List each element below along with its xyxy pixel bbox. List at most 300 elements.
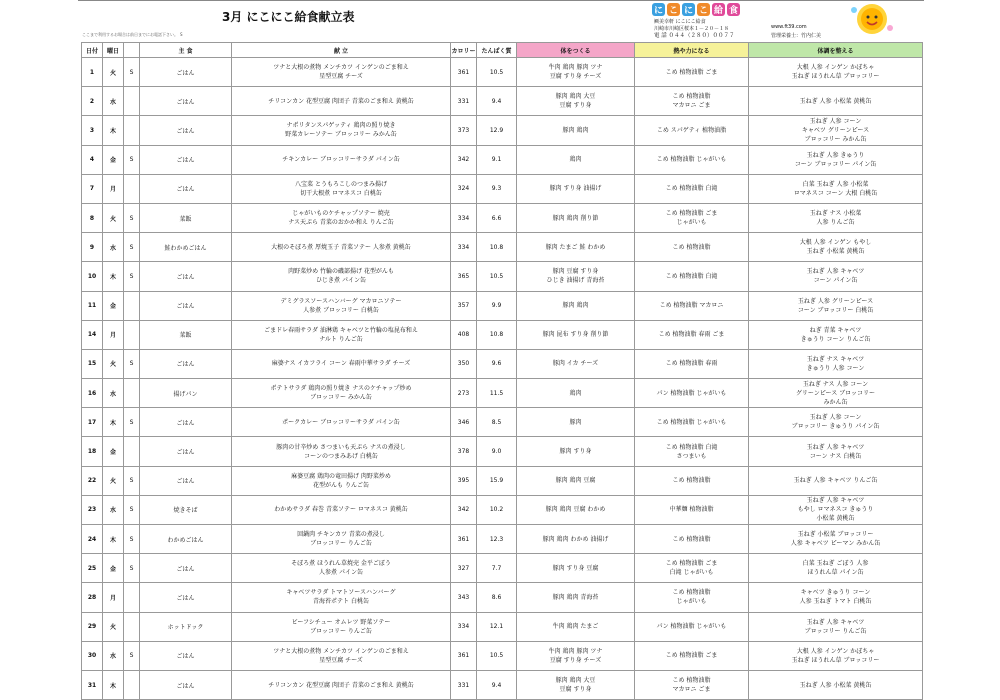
conditioning-cell-line: 大根 人参 インゲン もやし bbox=[799, 239, 872, 247]
body-building-cell-line: 豚肉 鶏肉 豆腐 わかめ bbox=[545, 506, 606, 514]
energy-cell-line: こめ 植物油脂 bbox=[672, 677, 711, 685]
weekday-cell: 木 bbox=[103, 116, 124, 145]
body-building-cell-line: 豚肉 鶏肉 わかめ 油揚げ bbox=[542, 535, 609, 543]
body-building-cell-line: 鶏肉 bbox=[569, 156, 582, 164]
energy-cell bbox=[635, 87, 749, 116]
body-building-cell bbox=[517, 408, 635, 437]
weekday-cell: 月 bbox=[103, 583, 124, 612]
conditioning-cell-line: コーン ブロッコリー 白桃缶 bbox=[797, 306, 874, 314]
s-flag-cell: S bbox=[124, 145, 140, 174]
table-row bbox=[82, 87, 923, 116]
energy-cell-line: パン 植物油脂 じゃがいも bbox=[656, 623, 727, 631]
conditioning-cell-line: 大根 人参 インゲン かぼちゃ bbox=[796, 64, 875, 72]
conditioning-cell-line: 玉ねぎ 小松菜 黄桃缶 bbox=[806, 248, 865, 256]
body-building-cell bbox=[517, 87, 635, 116]
calorie-cell: 343 bbox=[451, 583, 477, 612]
staple-cell: ごはん bbox=[140, 174, 232, 203]
staple-cell: ごはん bbox=[140, 437, 232, 466]
table-row bbox=[82, 58, 923, 87]
menu-cell-line: 青海苔ポテト 白桃缶 bbox=[313, 598, 369, 606]
conditioning-cell-line: 玉ねぎ 人参 キャベツ bbox=[806, 443, 865, 451]
website-link[interactable]: www.ft39.com bbox=[771, 24, 807, 30]
top-border bbox=[78, 0, 924, 1]
s-flag-cell: S bbox=[124, 408, 140, 437]
s-flag-cell bbox=[124, 437, 140, 466]
menu-cell bbox=[232, 116, 451, 145]
menu-cell-line: 星型豆腐 チーズ bbox=[319, 656, 363, 664]
day-cell: 11 bbox=[82, 291, 103, 320]
table-row bbox=[82, 145, 923, 174]
protein-cell: 10.5 bbox=[477, 262, 517, 291]
conditioning-cell-line: 玉ねぎ ナス 小松菜 bbox=[809, 210, 862, 218]
body-building-cell-line: 豚肉 鶏肉 削り節 bbox=[552, 214, 599, 222]
energy-cell-line: じゃがいも bbox=[676, 598, 707, 606]
s-flag-cell bbox=[124, 670, 140, 699]
col-calorie: カロリー bbox=[451, 43, 477, 58]
menu-cell-line: 人参煮 パイン缶 bbox=[319, 569, 363, 577]
calorie-cell: 408 bbox=[451, 320, 477, 349]
body-building-cell bbox=[517, 554, 635, 583]
weekday-cell: 金 bbox=[103, 291, 124, 320]
energy-cell-line: こめ 植物油脂 ごま bbox=[665, 210, 718, 218]
conditioning-cell-line: 人参 キャベツ ピーマン みかん缶 bbox=[790, 540, 881, 548]
energy-cell-line: こめ 植物油脂 白滝 bbox=[665, 185, 718, 193]
day-cell: 23 bbox=[82, 495, 103, 524]
body-building-cell-line: 豚肉 鶏肉 青海苔 bbox=[552, 593, 599, 601]
energy-cell bbox=[635, 262, 749, 291]
day-cell: 28 bbox=[82, 583, 103, 612]
conditioning-cell bbox=[749, 145, 923, 174]
s-flag-cell: S bbox=[124, 349, 140, 378]
menu-cell bbox=[232, 437, 451, 466]
conditioning-cell bbox=[749, 525, 923, 554]
menu-cell bbox=[232, 87, 451, 116]
staple-cell: 菜飯 bbox=[140, 203, 232, 232]
conditioning-cell bbox=[749, 670, 923, 699]
body-building-cell bbox=[517, 495, 635, 524]
table-row bbox=[82, 612, 923, 641]
staple-cell: 揚げパン bbox=[140, 379, 232, 408]
calorie-cell: 342 bbox=[451, 495, 477, 524]
menu-cell-line: デミグラスソースハンバーグ マカロニソテー bbox=[280, 297, 402, 305]
menu-cell-line: ナポリタンスパゲッティ 鶏肉の照り焼き bbox=[286, 122, 396, 130]
calorie-cell: 334 bbox=[451, 612, 477, 641]
weekday-cell: 火 bbox=[103, 58, 124, 87]
menu-cell-line: ポークカレー ブロッコリーサラダ パイン缶 bbox=[282, 418, 400, 426]
brand-badge: こ bbox=[697, 3, 710, 16]
body-building-cell-line: 豆腐 すり身 bbox=[559, 686, 592, 694]
protein-cell: 6.6 bbox=[477, 203, 517, 232]
calorie-cell: 331 bbox=[451, 87, 477, 116]
weekday-cell: 木 bbox=[103, 262, 124, 291]
protein-cell: 10.2 bbox=[477, 495, 517, 524]
menu-cell-line: ナス天ぷら 青菜のおかか和え りんご缶 bbox=[288, 219, 394, 227]
energy-cell bbox=[635, 349, 749, 378]
menu-cell-line: ナルト りんご缶 bbox=[319, 335, 363, 343]
body-building-cell bbox=[517, 174, 635, 203]
conditioning-cell bbox=[749, 87, 923, 116]
body-building-cell-line: 豚肉 鶏肉 大豆 bbox=[555, 677, 596, 685]
table-row bbox=[82, 262, 923, 291]
table-row bbox=[82, 641, 923, 670]
menu-cell bbox=[232, 233, 451, 262]
s-flag-cell: S bbox=[124, 262, 140, 291]
conditioning-cell bbox=[749, 291, 923, 320]
protein-cell: 15.9 bbox=[477, 466, 517, 495]
conditioning-cell-line: 人参 りんご缶 bbox=[816, 219, 855, 227]
day-cell: 17 bbox=[82, 408, 103, 437]
conditioning-cell-line: 玉ねぎ 人参 キャベツ bbox=[806, 497, 865, 505]
menu-cell-line: ツナと大根の煮物 メンチカツ インゲンのごま和え bbox=[273, 64, 409, 72]
staple-cell: ごはん bbox=[140, 145, 232, 174]
conditioning-cell-line: みかん缶 bbox=[823, 398, 848, 406]
conditioning-cell-line: グリーンピース ブロッコリー bbox=[795, 389, 876, 397]
energy-cell-line: こめ 植物油脂 春雨 ごま bbox=[658, 331, 725, 339]
menu-cell-line: ブロッコリー りんご缶 bbox=[310, 627, 372, 635]
energy-cell-line: パン 植物油脂 じゃがいも bbox=[656, 389, 727, 397]
menu-cell bbox=[232, 379, 451, 408]
weekday-cell: 水 bbox=[103, 641, 124, 670]
body-building-cell bbox=[517, 320, 635, 349]
col-blank bbox=[124, 43, 140, 58]
conditioning-cell bbox=[749, 408, 923, 437]
company-name: ㈱美幸軒 にこにこ給食 bbox=[654, 19, 706, 25]
energy-cell bbox=[635, 495, 749, 524]
energy-cell bbox=[635, 437, 749, 466]
body-building-cell bbox=[517, 291, 635, 320]
menu-cell-line: ツナと大根の煮物 メンチカツ インゲンのごま和え bbox=[273, 647, 409, 655]
energy-cell-line: 中華麺 植物油脂 bbox=[669, 506, 714, 514]
conditioning-cell bbox=[749, 320, 923, 349]
conditioning-cell-line: 白菜 玉ねぎ ごぼう 人参 bbox=[802, 560, 869, 568]
staple-cell: ごはん bbox=[140, 116, 232, 145]
menu-cell-line: 野菜カレーソテー ブロッコリー みかん缶 bbox=[285, 131, 397, 139]
energy-cell bbox=[635, 525, 749, 554]
energy-cell bbox=[635, 466, 749, 495]
conditioning-cell-line: ほうれん草 パイン缶 bbox=[807, 569, 864, 577]
table-row bbox=[82, 466, 923, 495]
menu-table bbox=[81, 42, 923, 700]
weekday-cell: 水 bbox=[103, 87, 124, 116]
calorie-cell: 395 bbox=[451, 466, 477, 495]
staple-cell: ごはん bbox=[140, 291, 232, 320]
body-building-cell-line: 豚肉 すり身 豆腐 bbox=[552, 564, 599, 572]
conditioning-cell-line: ブロッコリー きゅうり パイン缶 bbox=[791, 423, 880, 431]
energy-cell bbox=[635, 612, 749, 641]
calorie-cell: 361 bbox=[451, 58, 477, 87]
conditioning-cell-line: 玉ねぎ 人参 グリーンピース bbox=[797, 297, 874, 305]
menu-cell-line: ブロッコリー みかん缶 bbox=[310, 394, 372, 402]
body-building-cell-line: 豆腐 すり身 チーズ bbox=[549, 73, 602, 81]
menu-cell-line: 回鍋肉 チキンカツ 青菜の煮浸し bbox=[297, 531, 385, 539]
body-building-cell-line: 鶏肉 bbox=[569, 389, 582, 397]
company-phone: 電 話 ０４４（２８０）００７７ bbox=[654, 33, 735, 39]
protein-cell: 9.1 bbox=[477, 145, 517, 174]
day-cell: 3 bbox=[82, 116, 103, 145]
conditioning-cell-line: ロマネスコ コーン 大根 白桃缶 bbox=[793, 189, 878, 197]
weekday-cell: 木 bbox=[103, 525, 124, 554]
conditioning-cell-line: 玉ねぎ 人参 きゅうり bbox=[806, 151, 865, 159]
energy-cell bbox=[635, 233, 749, 262]
conditioning-cell-line: きゅうり コーン りんご缶 bbox=[800, 335, 871, 343]
energy-cell bbox=[635, 554, 749, 583]
day-cell: 18 bbox=[82, 437, 103, 466]
body-building-cell bbox=[517, 203, 635, 232]
conditioning-cell-line: ねぎ 青菜 キャベツ bbox=[809, 326, 862, 334]
s-flag-cell: S bbox=[124, 641, 140, 670]
conditioning-cell-line: 玉ねぎ ほうれん草 ブロッコリー bbox=[791, 656, 880, 664]
day-cell: 14 bbox=[82, 320, 103, 349]
energy-cell-line: こめ 植物油脂 白滝 bbox=[665, 443, 718, 451]
conditioning-cell bbox=[749, 233, 923, 262]
energy-cell-line: こめ 植物油脂 bbox=[672, 589, 711, 597]
menu-cell bbox=[232, 612, 451, 641]
body-building-cell bbox=[517, 641, 635, 670]
col-day: 日付 bbox=[82, 43, 103, 58]
brand-badge: に bbox=[682, 3, 695, 16]
calorie-cell: 273 bbox=[451, 379, 477, 408]
body-building-cell-line: 豚肉 鶏肉 大豆 bbox=[555, 93, 596, 101]
protein-cell: 12.1 bbox=[477, 612, 517, 641]
protein-cell: 10.5 bbox=[477, 641, 517, 670]
conditioning-cell bbox=[749, 612, 923, 641]
brand-badge: 食 bbox=[727, 3, 740, 16]
menu-cell-line: そぼろ煮 ほうれん草焼売 金平ごぼう bbox=[291, 560, 391, 568]
day-cell: 22 bbox=[82, 466, 103, 495]
table-row bbox=[82, 525, 923, 554]
staple-cell: ごはん bbox=[140, 262, 232, 291]
col-menu: 献 立 bbox=[232, 43, 451, 58]
protein-cell: 7.7 bbox=[477, 554, 517, 583]
day-cell: 9 bbox=[82, 233, 103, 262]
conditioning-cell-line: 玉ねぎ 小松菜 ブロッコリー bbox=[797, 531, 874, 539]
menu-cell bbox=[232, 554, 451, 583]
body-building-cell-line: 豚肉 すり身 油揚げ bbox=[549, 185, 602, 193]
protein-cell: 9.6 bbox=[477, 349, 517, 378]
table-row bbox=[82, 203, 923, 232]
body-building-cell bbox=[517, 437, 635, 466]
body-building-cell-line: 豚肉 昆布 すり身 削り節 bbox=[542, 331, 609, 339]
conditioning-cell-line: 玉ねぎ 人参 小松菜 黄桃缶 bbox=[799, 97, 872, 105]
energy-cell bbox=[635, 320, 749, 349]
s-flag-cell bbox=[124, 379, 140, 408]
energy-cell-line: こめ スパゲティ 植物油脂 bbox=[656, 126, 727, 134]
body-building-cell-line: 豚肉 イカ チーズ bbox=[552, 360, 599, 368]
day-cell: 7 bbox=[82, 174, 103, 203]
protein-cell: 12.3 bbox=[477, 525, 517, 554]
protein-cell: 9.4 bbox=[477, 87, 517, 116]
order-note: ここまで利用するお場合は前日までにお電話下さい。 bbox=[82, 32, 178, 37]
staple-cell: ごはん bbox=[140, 466, 232, 495]
weekday-cell: 火 bbox=[103, 612, 124, 641]
body-building-cell bbox=[517, 116, 635, 145]
staple-cell: ごはん bbox=[140, 641, 232, 670]
s-flag-cell: S bbox=[124, 525, 140, 554]
body-building-cell bbox=[517, 349, 635, 378]
energy-cell bbox=[635, 291, 749, 320]
staple-cell: ごはん bbox=[140, 583, 232, 612]
conditioning-cell-line: 白菜 玉ねぎ 人参 小松菜 bbox=[802, 180, 869, 188]
energy-cell-line: こめ 植物油脂 春雨 bbox=[665, 360, 718, 368]
table-row bbox=[82, 116, 923, 145]
conditioning-cell bbox=[749, 58, 923, 87]
conditioning-cell bbox=[749, 583, 923, 612]
table-row bbox=[82, 670, 923, 699]
menu-cell-line: 豚肉の甘辛炒め さつまいも天ぷら ナスの煮浸し bbox=[276, 443, 406, 451]
table-row bbox=[82, 320, 923, 349]
body-building-cell bbox=[517, 466, 635, 495]
protein-cell: 8.5 bbox=[477, 408, 517, 437]
menu-cell-line: ポテトサラダ 鶏肉の照り焼き ナスのケチャップ炒め bbox=[270, 385, 412, 393]
weekday-cell: 火 bbox=[103, 466, 124, 495]
menu-cell bbox=[232, 320, 451, 349]
body-building-cell bbox=[517, 379, 635, 408]
protein-cell: 9.4 bbox=[477, 670, 517, 699]
dietitian-name: 管理栄養士：竹内仁美 bbox=[771, 33, 822, 39]
body-building-cell-line: 牛肉 鶏肉 豚肉 ツナ bbox=[548, 647, 603, 655]
order-note-s: S bbox=[180, 32, 183, 37]
energy-cell bbox=[635, 174, 749, 203]
body-building-cell bbox=[517, 58, 635, 87]
energy-cell-line: じゃがいも bbox=[676, 219, 707, 227]
body-building-cell-line: 豚肉 すり身 bbox=[559, 448, 592, 456]
menu-cell-line: 星型豆腐 チーズ bbox=[319, 73, 363, 81]
menu-cell-line: 肉野菜炒め 竹輪の磯部揚げ 花型がんも bbox=[288, 268, 394, 276]
energy-cell-line: マカロニ ごま bbox=[672, 102, 711, 110]
menu-cell bbox=[232, 670, 451, 699]
menu-table-body bbox=[82, 58, 923, 700]
staple-cell: 鮭わかめごはん bbox=[140, 233, 232, 262]
menu-cell-line: コーンのつまみあげ 白桃缶 bbox=[304, 452, 378, 460]
calorie-cell: 342 bbox=[451, 145, 477, 174]
table-row bbox=[82, 174, 923, 203]
energy-cell-line: こめ 植物油脂 ごま bbox=[665, 68, 718, 76]
s-flag-cell bbox=[124, 612, 140, 641]
protein-cell: 10.8 bbox=[477, 320, 517, 349]
conditioning-cell-line: 玉ねぎ 人参 小松菜 黄桃缶 bbox=[799, 681, 872, 689]
calorie-cell: 357 bbox=[451, 291, 477, 320]
menu-cell bbox=[232, 58, 451, 87]
conditioning-cell-line: 人参 玉ねぎ トマト 白桃缶 bbox=[799, 598, 872, 606]
weekday-cell: 金 bbox=[103, 145, 124, 174]
day-cell: 4 bbox=[82, 145, 103, 174]
protein-cell: 9.0 bbox=[477, 437, 517, 466]
staple-cell: ごはん bbox=[140, 408, 232, 437]
day-cell: 29 bbox=[82, 612, 103, 641]
staple-cell: ごはん bbox=[140, 349, 232, 378]
conditioning-cell-line: きゅうり 人参 コーン bbox=[806, 364, 865, 372]
body-building-cell-line: 豚肉 bbox=[569, 418, 582, 426]
menu-cell-line: 人参煮 ブロッコリー 白桃缶 bbox=[303, 306, 379, 314]
col-staple: 主 食 bbox=[140, 43, 232, 58]
energy-cell-line: マカロニ ごま bbox=[672, 686, 711, 694]
day-cell: 10 bbox=[82, 262, 103, 291]
menu-cell-line: わかめサラダ 春巻 青菜ソテー ロマネスコ 黄桃缶 bbox=[274, 506, 408, 514]
col-protein: たんぱく質 bbox=[477, 43, 517, 58]
body-building-cell-line: 豆腐 すり身 bbox=[559, 102, 592, 110]
weekday-cell: 火 bbox=[103, 349, 124, 378]
table-header-row bbox=[82, 43, 923, 58]
day-cell: 31 bbox=[82, 670, 103, 699]
staple-cell: ホットドック bbox=[140, 612, 232, 641]
energy-cell-line: こめ 植物油脂 ごま bbox=[665, 652, 718, 660]
day-cell: 2 bbox=[82, 87, 103, 116]
weekday-cell: 水 bbox=[103, 495, 124, 524]
brand-badge: こ bbox=[667, 3, 680, 16]
table-row bbox=[82, 495, 923, 524]
staple-cell: ごはん bbox=[140, 58, 232, 87]
conditioning-cell-line: ブロッコリー みかん缶 bbox=[804, 135, 867, 143]
day-cell: 1 bbox=[82, 58, 103, 87]
energy-cell bbox=[635, 379, 749, 408]
weekday-cell: 水 bbox=[103, 379, 124, 408]
menu-cell bbox=[232, 495, 451, 524]
s-flag-cell: S bbox=[124, 203, 140, 232]
protein-cell: 9.3 bbox=[477, 174, 517, 203]
day-cell: 16 bbox=[82, 379, 103, 408]
table-row bbox=[82, 349, 923, 378]
conditioning-cell-line: 玉ねぎ ナス キャベツ bbox=[806, 355, 865, 363]
staple-cell: わかめごはん bbox=[140, 525, 232, 554]
body-building-cell bbox=[517, 145, 635, 174]
protein-cell: 11.5 bbox=[477, 379, 517, 408]
energy-cell-line: こめ 植物油脂 ごま bbox=[665, 560, 718, 568]
calorie-cell: 361 bbox=[451, 525, 477, 554]
body-building-cell bbox=[517, 670, 635, 699]
energy-cell bbox=[635, 145, 749, 174]
calorie-cell: 361 bbox=[451, 641, 477, 670]
body-building-cell bbox=[517, 612, 635, 641]
weekday-cell: 金 bbox=[103, 437, 124, 466]
calorie-cell: 334 bbox=[451, 233, 477, 262]
s-flag-cell bbox=[124, 583, 140, 612]
conditioning-cell-line: 玉ねぎ 人参 キャベツ りんご缶 bbox=[793, 477, 878, 485]
menu-cell-line: 麻婆ナス イカフライ コーン 春雨中華サラダ チーズ bbox=[271, 360, 411, 368]
table-row bbox=[82, 233, 923, 262]
s-flag-cell: S bbox=[124, 466, 140, 495]
conditioning-cell bbox=[749, 641, 923, 670]
s-flag-cell bbox=[124, 87, 140, 116]
menu-cell bbox=[232, 525, 451, 554]
energy-cell bbox=[635, 583, 749, 612]
table-row bbox=[82, 554, 923, 583]
s-flag-cell: S bbox=[124, 58, 140, 87]
calorie-cell: 331 bbox=[451, 670, 477, 699]
conditioning-cell-line: キャベツ グリーンピース bbox=[801, 126, 870, 134]
menu-cell-line: ブロッコリー りんご缶 bbox=[310, 540, 372, 548]
calorie-cell: 350 bbox=[451, 349, 477, 378]
s-flag-cell: S bbox=[124, 554, 140, 583]
menu-cell bbox=[232, 262, 451, 291]
conditioning-cell bbox=[749, 174, 923, 203]
energy-cell bbox=[635, 203, 749, 232]
conditioning-cell-line: キャベツ きゅうり コーン bbox=[800, 589, 871, 597]
energy-cell-line: こめ 植物油脂 bbox=[672, 93, 711, 101]
conditioning-cell bbox=[749, 379, 923, 408]
menu-cell bbox=[232, 408, 451, 437]
weekday-cell: 金 bbox=[103, 554, 124, 583]
body-building-cell-line: 豚肉 鶏肉 bbox=[562, 126, 589, 134]
calorie-cell: 324 bbox=[451, 174, 477, 203]
body-building-cell bbox=[517, 525, 635, 554]
menu-cell-line: 麻婆豆腐 鶏肉の竜田揚げ 肉野菜炒め bbox=[291, 472, 391, 480]
brand-badges bbox=[652, 3, 740, 16]
protein-cell: 9.9 bbox=[477, 291, 517, 320]
weekday-cell: 月 bbox=[103, 174, 124, 203]
conditioning-cell bbox=[749, 116, 923, 145]
brand-badge: 給 bbox=[712, 3, 725, 16]
body-building-cell-line: 豚肉 たまご 鮭 わかめ bbox=[545, 243, 606, 251]
